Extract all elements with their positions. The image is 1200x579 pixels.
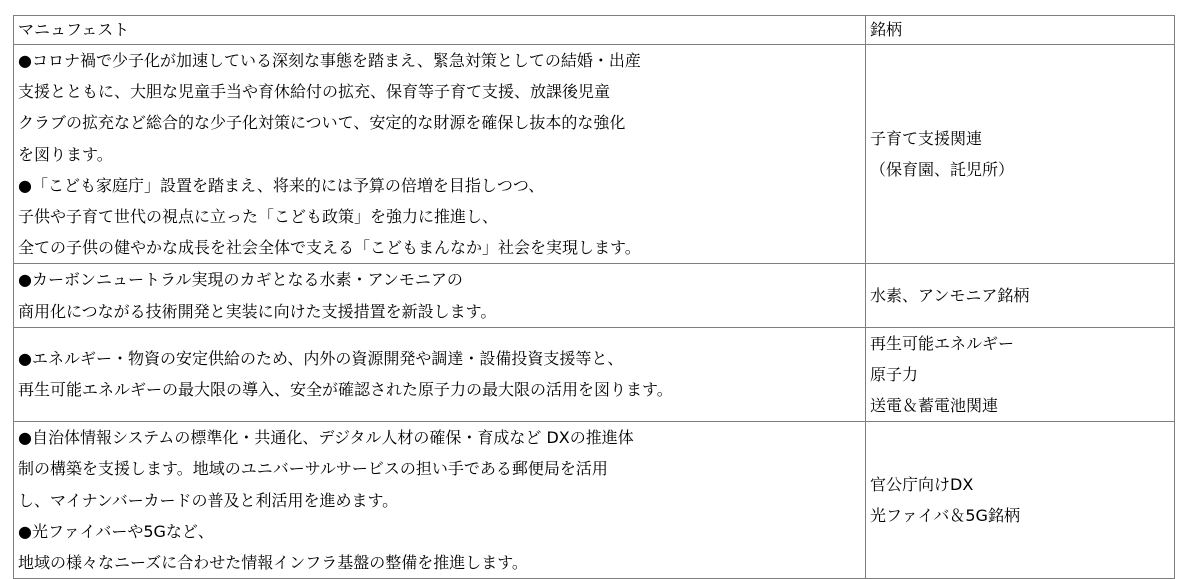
- table-row-energy: [14, 327, 1175, 422]
- stock-line: 送電＆蓄電池関連: [870, 396, 999, 416]
- stock-line: 再生可能エネルギー: [870, 333, 1015, 353]
- manifest-line: し、マイナンバーカードの普及と利活用を進めます。: [18, 490, 399, 510]
- table-row-childcare: [14, 45, 1175, 264]
- manifest-cell: [14, 422, 866, 579]
- manifest-line: ●コロナ禍で少子化が加速している深刻な事態を踏まえ、緊急対策としての結婚・出産: [18, 51, 641, 70]
- stock-line: 原子力: [870, 364, 919, 384]
- manifest-line: クラブの拡充など総合的な少子化対策について、安定的な財源を確保し抜本的な強化: [18, 113, 626, 133]
- stock-line: 光ファイバ＆5G銘柄: [870, 506, 1020, 526]
- table-row-hydrogen: [14, 264, 1175, 327]
- header-manifest-cell: [14, 16, 866, 45]
- stock-cell: [866, 45, 1175, 264]
- manifest-line: 地域の様々なニーズに合わせた情報インフラ基盤の整備を推進します。: [18, 553, 528, 572]
- stock-cell: [866, 422, 1175, 579]
- manifest-line: 子供や子育て世代の視点に立った「こども政策」を強力に推進し、: [18, 206, 499, 226]
- manifest-line: ●カーボンニュートラル実現のカギとなる水素・アンモニアの: [18, 270, 463, 290]
- header-stock-label: 銘柄: [870, 20, 903, 39]
- manifest-line: 支援とともに、大胆な児童手当や育休給付の拡充、保育等子育て支援、放課後児童: [18, 82, 611, 102]
- stock-line: 水素、アンモニア銘柄: [870, 285, 1030, 305]
- manifest-line: 全ての子供の健やかな成長を社会全体で支える「こどもまんなか」社会を実現します。: [18, 238, 641, 258]
- manifest-line: ●光ファイバーや5Gなど、: [18, 521, 214, 541]
- table-row-digital: [14, 422, 1175, 579]
- manifest-line: 再生可能エネルギーの最大限の導入、安全が確認された原子力の最大限の活用を図ります。: [18, 380, 673, 400]
- manifest-line: ●エネルギー・物資の安定供給のため、内外の資源開発や調達・設備投資支援等と、: [18, 349, 624, 369]
- header-manifest-label: マニュフェスト: [18, 20, 130, 39]
- stock-cell: [866, 327, 1175, 422]
- manifest-cell: [14, 327, 866, 422]
- stock-line: （保育園、託児所）: [870, 160, 1015, 180]
- header-stock-cell: [866, 16, 1175, 45]
- manifest-cell: [14, 45, 866, 264]
- manifest-line: 商用化につながる技術開発と実装に向けた支援措置を新設します。: [18, 301, 497, 321]
- manifesto-table: [13, 15, 1175, 579]
- stock-line: 官公庁向けDX: [870, 475, 974, 495]
- stock-cell: [866, 264, 1175, 327]
- manifest-cell: [14, 264, 866, 327]
- manifest-line: を図ります。: [18, 144, 113, 164]
- manifest-line: 制の構築を支援します。地域のユニバーサルサービスの担い手である郵便局を活用: [18, 459, 608, 479]
- stock-line: 子育て支援関連: [870, 128, 983, 148]
- header-row: [14, 16, 1175, 45]
- manifest-line: ●自治体情報システムの標準化・共通化、デジタル人材の確保・育成など DXの推進体: [18, 428, 634, 448]
- manifest-line: ●「こども家庭庁」設置を踏まえ、将来的には予算の倍増を目指しつつ、: [18, 175, 545, 195]
